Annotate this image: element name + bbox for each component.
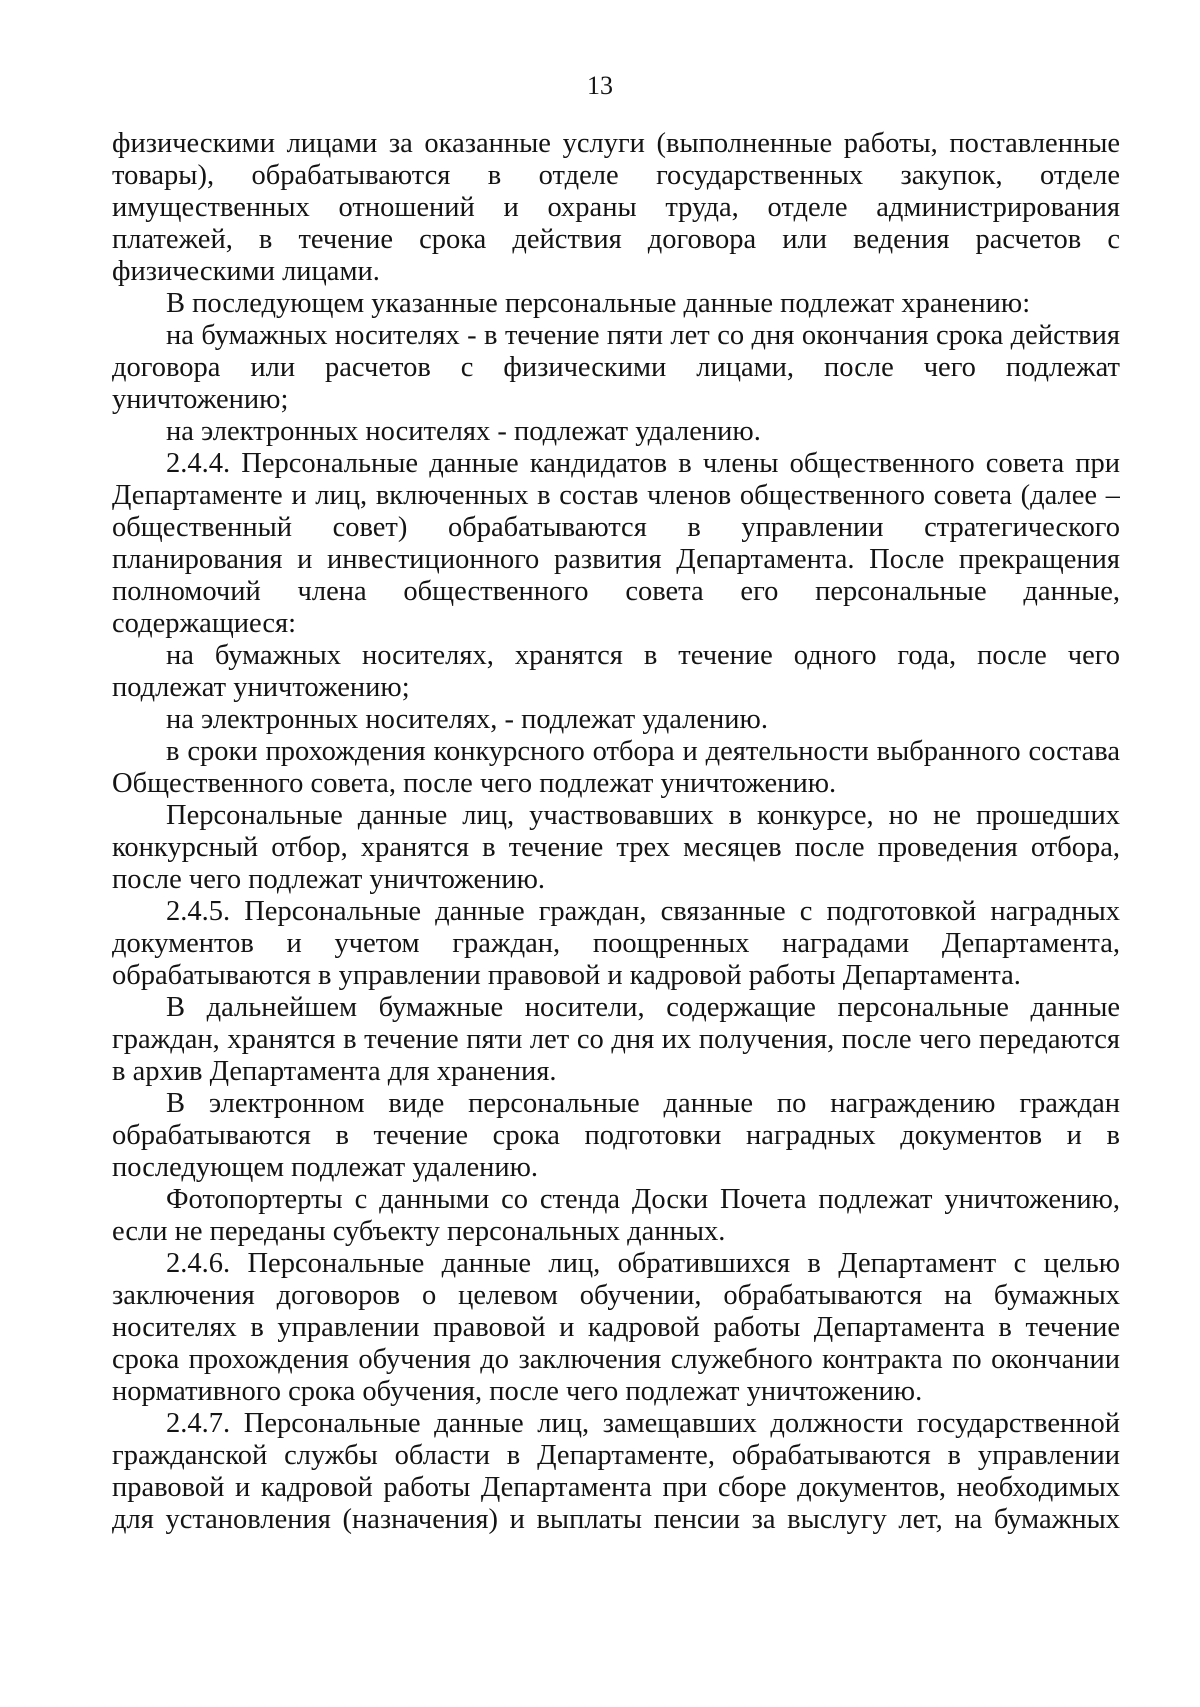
text-line: граждан, хранятся в течение пяти лет со дня их получения, после чего передаются — [112, 1024, 1120, 1055]
text-line: Персональные данные лиц, участвовавших в конкурсе, но не прошедших — [166, 800, 1120, 831]
text-line: документов и учетом граждан, поощренных наградами Департамента, — [112, 928, 1120, 959]
text-line: товары), обрабатываются в отделе государственных закупок, отделе — [112, 160, 1120, 191]
text-line: последующем подлежат удалению. — [112, 1152, 539, 1183]
text-line: В электронном виде персональные данные по награждению граждан — [166, 1088, 1120, 1119]
text-line: общественный совет) обрабатываются в управлении стратегического — [112, 512, 1120, 543]
page-number: 13 — [587, 71, 613, 100]
text-line: нормативного срока обучения, после чего подлежат уничтожению. — [112, 1376, 923, 1407]
text-line: В последующем указанные персональные данные подлежат хранению: — [166, 288, 1031, 319]
text-line: на электронных носителях, - подлежат удалению. — [166, 704, 768, 735]
text-line: В дальнейшем бумажные носители, содержащие персональные данные — [166, 992, 1120, 1023]
text-line: заключения договоров о целевом обучении, обрабатываются на бумажных — [112, 1280, 1120, 1311]
text-line: полномочий члена общественного совета его персональные данные, — [112, 576, 1120, 607]
text-line: Департаменте и лиц, включенных в состав членов общественного совета (далее – — [112, 480, 1120, 511]
text-line: правовой и кадровой работы Департамента при сборе документов, необходимых — [112, 1472, 1120, 1503]
text-line: на бумажных носителях - в течение пяти лет со дня окончания срока действия — [166, 320, 1120, 351]
text-line: планирования и инвестиционного развития Департамента. После прекращения — [112, 544, 1120, 575]
text-line: в архив Департамента для хранения. — [112, 1056, 557, 1087]
text-line: 2.4.4. Персональные данные кандидатов в члены общественного совета при — [166, 448, 1120, 479]
document-body — [112, 128, 1120, 1536]
text-line: на электронных носителях - подлежат удалению. — [166, 416, 761, 447]
text-line: подлежат уничтожению; — [112, 672, 410, 703]
text-line: уничтожению; — [112, 384, 289, 415]
text-line: если не переданы субъекту персональных данных. — [112, 1216, 726, 1247]
text-line: платежей, в течение срока действия договора или ведения расчетов с — [112, 224, 1120, 255]
text-line: содержащиеся: — [112, 608, 297, 639]
text-line: после чего подлежат уничтожению. — [112, 864, 546, 895]
text-line: 2.4.7. Персональные данные лиц, замещавших должности государственной — [166, 1408, 1120, 1439]
text-line: имущественных отношений и охраны труда, отделе администрирования — [112, 192, 1120, 223]
text-line: носителях в управлении правовой и кадровой работы Департамента в течение — [112, 1312, 1120, 1343]
text-line: срока прохождения обучения до заключения служебного контракта по окончании — [112, 1344, 1120, 1375]
text-line: Общественного совета, после чего подлежат уничтожению. — [112, 768, 837, 799]
text-line: обрабатываются в течение срока подготовки наградных документов и в — [112, 1120, 1120, 1151]
text-line: гражданской службы области в Департаменте, обрабатываются в управлении — [112, 1440, 1120, 1471]
text-line: физическими лицами. — [112, 256, 380, 287]
text-line: конкурсный отбор, хранятся в течение трех месяцев после проведения отбора, — [112, 832, 1120, 863]
text-line: физическими лицами за оказанные услуги (выполненные работы, поставленные — [112, 128, 1120, 159]
text-line: 2.4.6. Персональные данные лиц, обратившихся в Департамент с целью — [166, 1248, 1120, 1279]
text-line: 2.4.5. Персональные данные граждан, связанные с подготовкой наградных — [166, 896, 1120, 927]
text-line: Фотопортерты с данными со стенда Доски Почета подлежат уничтожению, — [166, 1184, 1120, 1215]
text-line: договора или расчетов с физическими лицами, после чего подлежат — [112, 352, 1120, 383]
text-line: для установления (назначения) и выплаты пенсии за выслугу лет, на бумажных — [112, 1504, 1120, 1535]
text-line: в сроки прохождения конкурсного отбора и деятельности выбранного состава — [166, 736, 1120, 767]
text-line: на бумажных носителях, хранятся в течение одного года, после чего — [166, 640, 1120, 671]
text-line: обрабатываются в управлении правовой и кадровой работы Департамента. — [112, 960, 1021, 991]
